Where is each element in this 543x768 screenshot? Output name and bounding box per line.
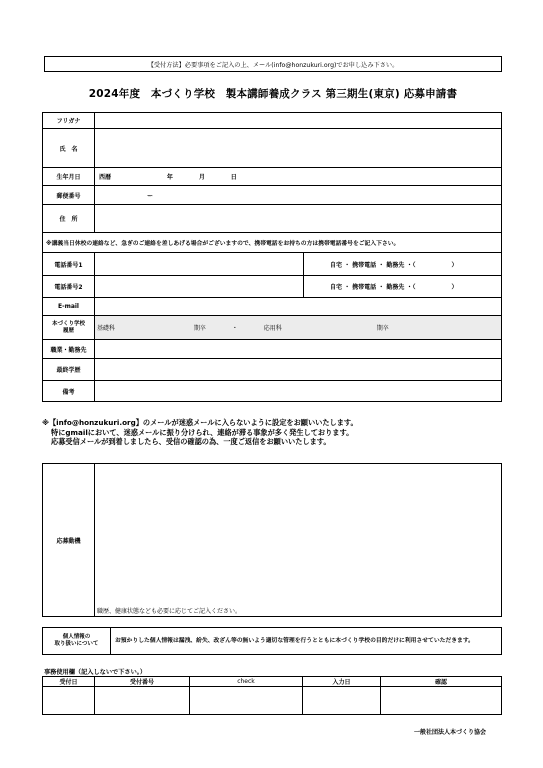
contact-note: ※講義当日休校の連絡など、急ぎのご連絡を差しあげる場合がございますので、携帯電話をお持ちの方は携帯電話番号をご記入下さい。 bbox=[43, 233, 502, 253]
furigana-label: フリガナ bbox=[43, 113, 95, 129]
applied-graduated: 期卒 bbox=[376, 325, 389, 332]
phone1-type[interactable]: 自宅 ・ 携帯電話 ・ 勤務先 ・（ ） bbox=[304, 253, 502, 276]
address-field[interactable] bbox=[95, 205, 502, 233]
basic-course-label: 基礎科 bbox=[97, 325, 116, 332]
office-header-confirm: 確認 bbox=[381, 677, 502, 687]
privacy-label-line1: 個人情報の bbox=[62, 634, 91, 640]
phone2-field[interactable] bbox=[95, 276, 304, 298]
occupation-field[interactable] bbox=[95, 340, 502, 359]
furigana-field[interactable] bbox=[95, 113, 502, 129]
office-use-table bbox=[42, 676, 502, 715]
name-label: 氏 名 bbox=[43, 129, 95, 168]
phone1-field[interactable] bbox=[95, 253, 304, 276]
motive-section bbox=[42, 463, 502, 617]
office-header-received-number: 受付番号 bbox=[95, 677, 190, 687]
office-header-check: check bbox=[190, 677, 303, 687]
birth-year-unit: 年 bbox=[166, 174, 173, 181]
submission-notice-text: 【受付方法】必要事項をご記入の上、メール(info@honzukuri.org)でお申し込み下さい。 bbox=[147, 61, 399, 69]
privacy-label bbox=[43, 628, 111, 655]
email-note-line2: 特にgmailにおいて、迷惑メールに振り分けられ、連絡が滞る事象が多く発生しております。 bbox=[51, 427, 354, 437]
name-field[interactable] bbox=[95, 129, 502, 168]
email-note-line1: ※【info@honzukuri.org】のメールが迷惑メールに入らないように設定をお願いいたします。 bbox=[42, 418, 358, 427]
email-field[interactable] bbox=[95, 298, 502, 316]
office-cell-received-number[interactable] bbox=[95, 687, 190, 715]
education-field[interactable] bbox=[95, 359, 502, 381]
office-header-received-date: 受付日 bbox=[43, 677, 95, 687]
history-label bbox=[43, 316, 95, 340]
birth-day-unit: 日 bbox=[230, 174, 237, 181]
applied-course-label: 応用科 bbox=[263, 325, 282, 332]
phone2-label: 電話番号2 bbox=[43, 276, 95, 298]
motive-hint: 職歴、健康状態なども必要に応じてご記入ください。 bbox=[97, 608, 242, 615]
remarks-label: 備考 bbox=[43, 381, 95, 402]
occupation-label: 職業・勤務先 bbox=[43, 340, 95, 359]
privacy-section bbox=[42, 627, 502, 655]
phone1-label: 電話番号1 bbox=[43, 253, 95, 276]
birth-era: 西暦 bbox=[99, 174, 112, 181]
privacy-text: お預かりした個人情報は漏洩、紛失、改ざん等の無いよう適切な管理を行うとともに本づくり学校の目的だけに利用させていただきます。 bbox=[111, 628, 502, 655]
postal-dash: ー bbox=[147, 192, 154, 200]
remarks-field[interactable] bbox=[95, 381, 502, 402]
postal-label: 郵便番号 bbox=[43, 186, 95, 205]
office-header-input-date: 入力日 bbox=[303, 677, 381, 687]
basic-graduated: 期卒 bbox=[193, 325, 206, 332]
history-separator: ・ bbox=[231, 325, 238, 332]
office-cell-confirm[interactable] bbox=[381, 687, 502, 715]
office-cell-check[interactable] bbox=[190, 687, 303, 715]
education-label: 最終学歴 bbox=[43, 359, 95, 381]
birthdate-field[interactable] bbox=[95, 168, 502, 186]
office-cell-received-date[interactable] bbox=[43, 687, 95, 715]
submission-notice bbox=[44, 56, 502, 72]
birthdate-label: 生年月日 bbox=[43, 168, 95, 186]
birth-month-unit: 月 bbox=[198, 174, 205, 181]
page-title: 2024年度 本づくり学校 製本講師養成クラス 第三期生(東京) 応募申請書 bbox=[88, 88, 458, 100]
office-use-title: 事務使用欄（記入しないで下さい。） bbox=[44, 669, 147, 676]
history-label-line1: 本づくり学校 bbox=[51, 320, 85, 327]
privacy-label-line2: 取り扱いについて bbox=[54, 641, 99, 647]
motive-field[interactable] bbox=[95, 464, 502, 617]
postal-field[interactable] bbox=[95, 186, 502, 205]
history-label-line2: 履歴 bbox=[62, 327, 74, 334]
organization-footer: 一般社団法人本づくり協会 bbox=[414, 729, 487, 736]
history-field[interactable] bbox=[95, 316, 502, 340]
motive-label: 応募動機 bbox=[43, 464, 95, 617]
address-label: 住 所 bbox=[43, 205, 95, 233]
phone2-type[interactable]: 自宅 ・ 携帯電話 ・ 勤務先 ・（ ） bbox=[304, 276, 502, 298]
email-note bbox=[42, 418, 512, 447]
email-label: E-mail bbox=[43, 298, 95, 316]
office-cell-input-date[interactable] bbox=[303, 687, 381, 715]
email-note-line3: 応募受信メールが到着しましたら、受信の確認の為、一度ご返信をお願いいたします。 bbox=[51, 437, 331, 447]
application-form bbox=[42, 112, 502, 402]
